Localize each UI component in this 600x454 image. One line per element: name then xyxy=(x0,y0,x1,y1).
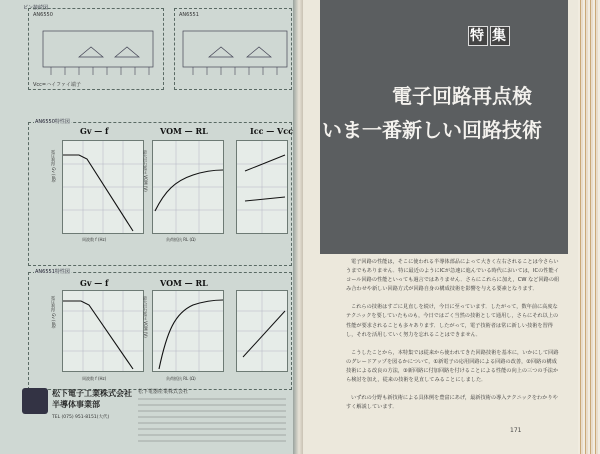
article-body xyxy=(346,258,562,421)
ic1-label: AN6550 xyxy=(33,12,53,18)
chart2-curve-icon xyxy=(153,141,223,233)
ic1-pin-diagram xyxy=(28,8,164,90)
chart3-title: Icc — Vcc xyxy=(250,126,294,136)
chart2-xlabel: 負荷抵抗 RL (Ω) xyxy=(166,237,196,242)
chart2-title: VOM — RL xyxy=(160,126,208,136)
chart1-ylabel: 電圧利得 Gv (dB) xyxy=(51,150,56,183)
company-footer xyxy=(22,388,288,448)
paragraph-4: いずれの分野も新技術による具体例を豊富にあげ，最新技術の導入テクニックをわかりやすく解説しています． xyxy=(346,395,558,411)
chart5-title: VOM — RL xyxy=(160,278,208,288)
chart3-curve-icon xyxy=(237,141,287,233)
section1-label: AN6550特性図 xyxy=(35,119,70,125)
chart4-title: Gv — f xyxy=(80,278,109,288)
chart5-plot xyxy=(152,290,224,372)
feature-tag xyxy=(466,26,510,46)
chart3-plot xyxy=(236,140,288,234)
paragraph-3: こうしたことから，本特集では従来から使われてきた回路技術を基本に，いかにして回路のグレードアップを図るかについて，①新電子の応用回路による回路の改善，②回路の構成技術による改良の方法，③新回路に付加回路を付けることによる性能の向上の三つの手法から検討を加え，従来の技術を見直してみることにしました． xyxy=(346,349,559,384)
ic2-pin-diagram xyxy=(174,8,292,90)
company-tel: TEL (075) 951-8151(大代) xyxy=(52,415,110,420)
chart4-curve-icon xyxy=(63,291,143,371)
headline-line1: 電子回路再点検 xyxy=(392,84,532,108)
paragraph-2: これらの技術はすごに見直しを続け，今日に至っています．したがって，数年前に高度なテクニックを要していたものも，今日ではごく当然の技術として通用し，さらにそれ以上の性能が要求されることも多々あります．したがって，電子技術者は常に新しい技術を習得し，それを活用していく努力を忘れることはできません． xyxy=(346,304,559,338)
chart2-ylabel: 最大出力電圧 VOM (V) xyxy=(143,150,148,192)
company-logo-icon xyxy=(22,388,48,414)
feature-tag-char1: 特 xyxy=(470,28,486,44)
company-side: 松下電器産業株式会社 xyxy=(138,389,189,395)
chart6-curve-icon xyxy=(237,291,287,371)
pin-note: Vcc=ハイファイ端子 xyxy=(33,82,81,88)
company-division: 半導体事業部 xyxy=(52,399,100,409)
section2-label: AN6551特性図 xyxy=(35,269,70,275)
chart4-plot xyxy=(62,290,144,372)
ic1-schematic-icon xyxy=(29,9,163,89)
headline-line2: いま一番新しい回路技術 xyxy=(322,118,542,142)
chart5-xlabel: 負荷抵抗 RL (Ω) xyxy=(166,376,196,381)
book-spine xyxy=(293,0,303,454)
chart1-curve-icon xyxy=(63,141,143,233)
ic2-label: AN6551 xyxy=(179,12,199,18)
chart6-plot xyxy=(236,290,288,372)
ic2-schematic-icon xyxy=(175,9,291,89)
paragraph-1: 電子回路の性能は，そこに使われる半導体部品によって大きく左右されることは今さらいうまでもありません．特に最近のようにICが急速に進んでいる時代においては，ICの性能イコール回路の性能といっても過言ではありません．さらにこれらに加え，CW など回路の組み合わせや新しい回路方式が回路自身の構成技術を影響を与える要素となります． xyxy=(346,259,560,293)
page-edges xyxy=(578,0,600,454)
chart2-plot xyxy=(152,140,224,234)
feature-tag-char2: 集 xyxy=(492,28,508,44)
left-page xyxy=(0,0,293,454)
chart5-curve-icon xyxy=(153,291,223,371)
chart1-xlabel: 周波数 f (Hz) xyxy=(82,237,107,242)
chart4-ylabel: 電圧利得 Gv (dB) xyxy=(51,296,56,329)
chart4-xlabel: 周波数 f (Hz) xyxy=(82,376,107,381)
chart5-ylabel: 最大出力電圧 VOM (V) xyxy=(143,296,148,338)
chart1-title: Gv — f xyxy=(80,126,109,136)
company-name: 松下電子工業株式会社 xyxy=(52,388,132,398)
page-number: 171 xyxy=(510,427,522,434)
chart1-plot xyxy=(62,140,144,234)
address-list-icon xyxy=(138,396,288,446)
pin-connection-label: ピン接続図 xyxy=(23,5,49,11)
